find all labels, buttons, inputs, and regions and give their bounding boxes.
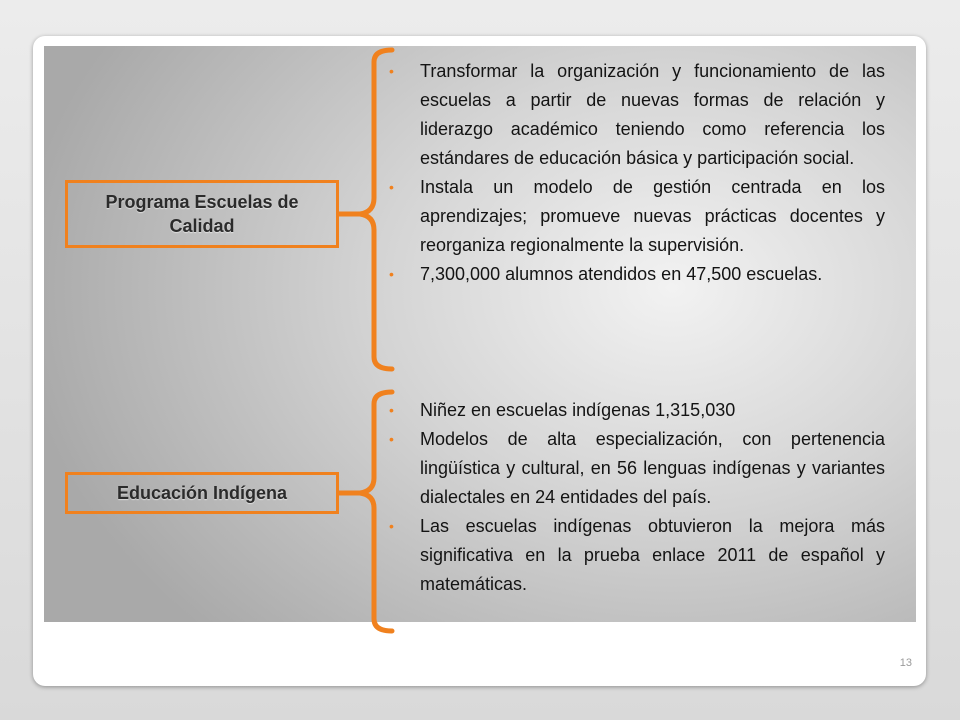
- bullet-item: • Modelos de alta especialización, con pertenencia lingüística y cultural, en 56 lenguas indígenas y variantes dialectales en 24 entidades del país.: [389, 425, 885, 512]
- section-label-line-1: Programa Escuelas de: [105, 192, 299, 212]
- curly-brace-icon: [360, 392, 392, 631]
- bullet-list-educacion-indigena: [389, 396, 885, 599]
- bullet-list-escuelas-de-calidad: [389, 57, 885, 289]
- section-label-text: Educación Indígena: [116, 483, 288, 503]
- section-label-line-2: Calidad: [169, 216, 235, 236]
- bullet-item: • Las escuelas indígenas obtuvieron la mejora más significativa en la prueba enlace 2011 de español y matemáticas.: [389, 512, 885, 599]
- bullet-item: • 7,300,000 alumnos atendidos en 47,500 escuelas.: [389, 260, 885, 289]
- bullet-item: • Instala un modelo de gestión centrada en los aprendizajes; promueve nuevas prácticas docentes y reorganiza regionalmente la supervisión.: [389, 173, 885, 260]
- slide-number: 13: [899, 657, 912, 669]
- bullet-item: • Niñez en escuelas indígenas 1,315,030: [389, 396, 885, 425]
- curly-brace-icon: [360, 50, 392, 369]
- bullet-item: • Transformar la organización y funcionamiento de las escuelas a partir de nuevas formas de relación y liderazgo académico teniendo como referencia los estándares de educación básica y participación social.: [389, 57, 885, 173]
